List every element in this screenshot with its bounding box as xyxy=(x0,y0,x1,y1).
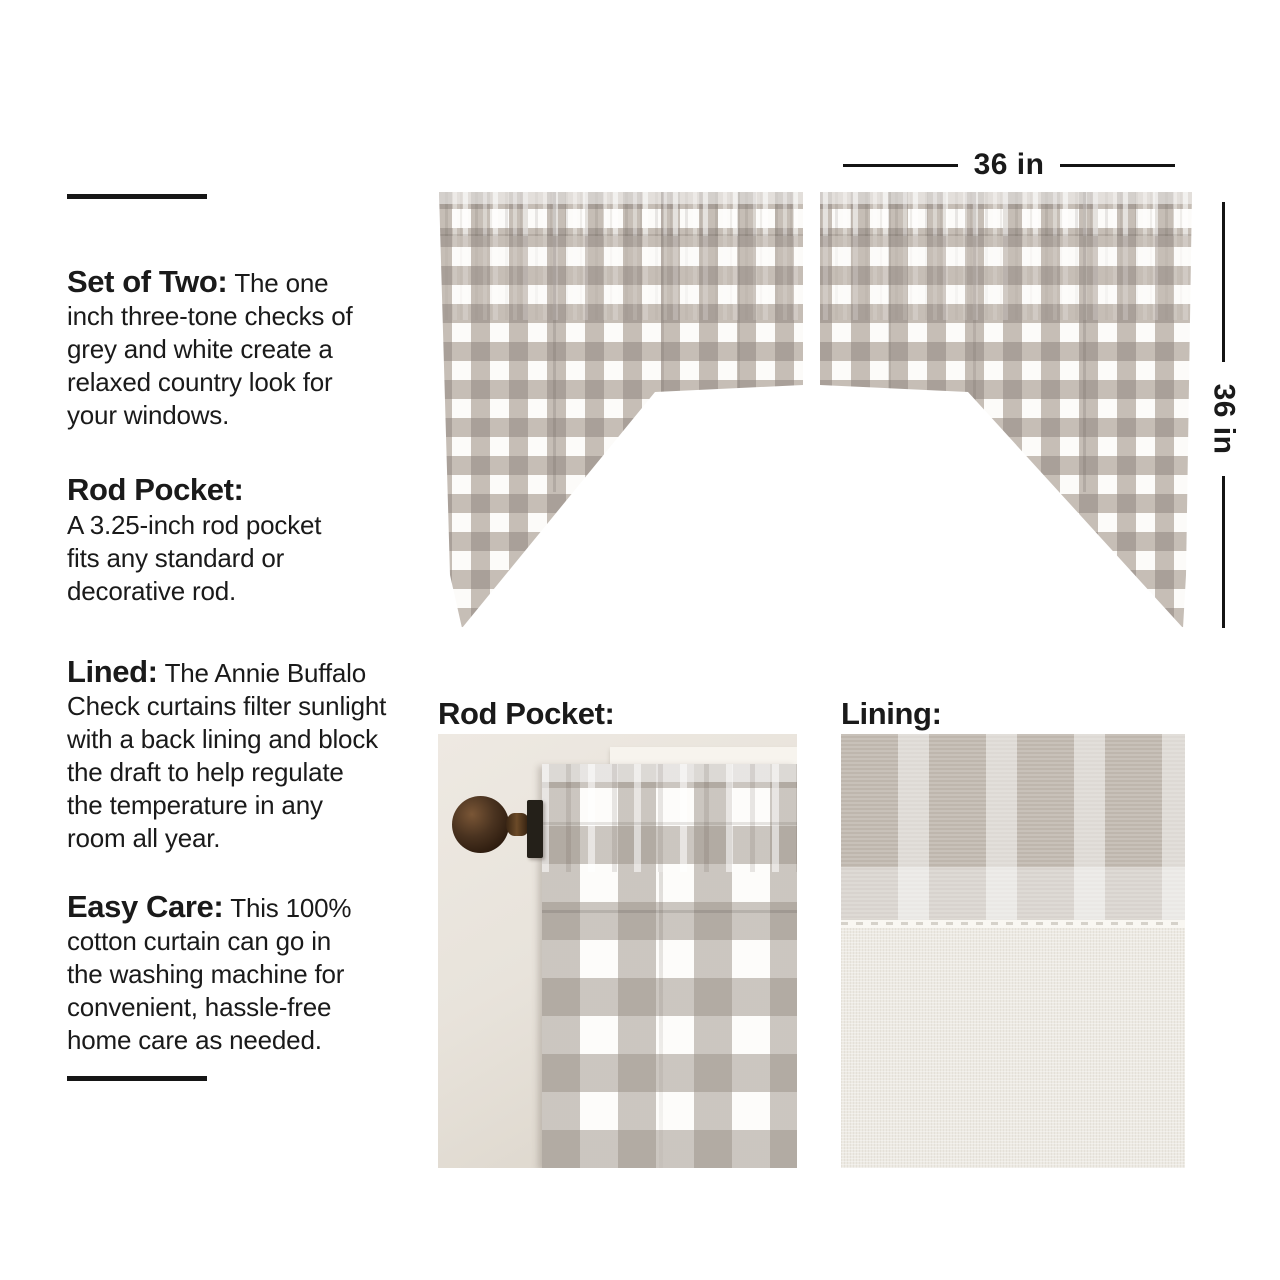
width-dimension-line-right xyxy=(1060,164,1175,167)
rod-pocket-gathers xyxy=(542,764,797,872)
width-dimension xyxy=(843,148,1175,182)
swag-curtains-illustration xyxy=(433,190,1197,650)
lining-photo-label: Lining: xyxy=(841,696,942,731)
width-dimension-label: 36 in xyxy=(973,148,1045,181)
light-check-band xyxy=(841,867,1185,924)
info-section-set-of-two xyxy=(67,265,397,432)
easy-care-body: This 100% cotton curtain can go in the washing machine for convenient, hassle-free home care as needed. xyxy=(67,893,352,1055)
set-of-two-heading: Set of Two: xyxy=(67,264,228,299)
curtain-fabric xyxy=(542,764,797,1168)
height-dimension-line-top xyxy=(1222,202,1225,362)
right-swag-panel xyxy=(818,190,1194,650)
height-dimension xyxy=(1205,202,1241,628)
set-of-two-body: The one inch three-tone checks of grey and white create a relaxed country look for your windows. xyxy=(67,268,353,430)
curtain-rod-finial xyxy=(452,796,509,853)
info-section-lined xyxy=(67,655,397,855)
rod-pocket-top-seam xyxy=(542,822,797,825)
rod-pocket-photo-label: Rod Pocket: xyxy=(438,696,615,731)
lined-heading: Lined: xyxy=(67,654,158,689)
rod-pocket-body: A 3.25-inch rod pocket fits any standard or decorative rod. xyxy=(67,510,322,606)
easy-care-heading: Easy Care: xyxy=(67,889,224,924)
height-dimension-line-bottom xyxy=(1222,476,1225,628)
lining-fabric xyxy=(841,928,1185,1168)
divider-line-top xyxy=(67,194,207,199)
info-section-easy-care xyxy=(67,890,397,1057)
height-dimension-label-box xyxy=(1188,362,1259,476)
lined-body: The Annie Buffalo Check curtains filter sunlight with a back lining and block the draft to help regulate the temperature in any room all year. xyxy=(67,658,387,853)
rod-pocket-heading: Rod Pocket: xyxy=(67,472,244,507)
divider-line-bottom xyxy=(67,1076,207,1081)
height-dimension-label: 36 in xyxy=(1207,383,1240,455)
width-dimension-line-left xyxy=(843,164,958,167)
stitch-line xyxy=(841,922,1185,925)
curtain-fold-shadow xyxy=(659,872,663,1168)
rod-pocket-bottom-seam xyxy=(542,910,797,913)
lining-photo xyxy=(841,734,1185,1168)
rod-bracket xyxy=(527,800,543,858)
rod-pocket-photo xyxy=(438,734,797,1168)
info-section-rod-pocket xyxy=(67,473,397,608)
left-swag-panel xyxy=(433,190,805,650)
